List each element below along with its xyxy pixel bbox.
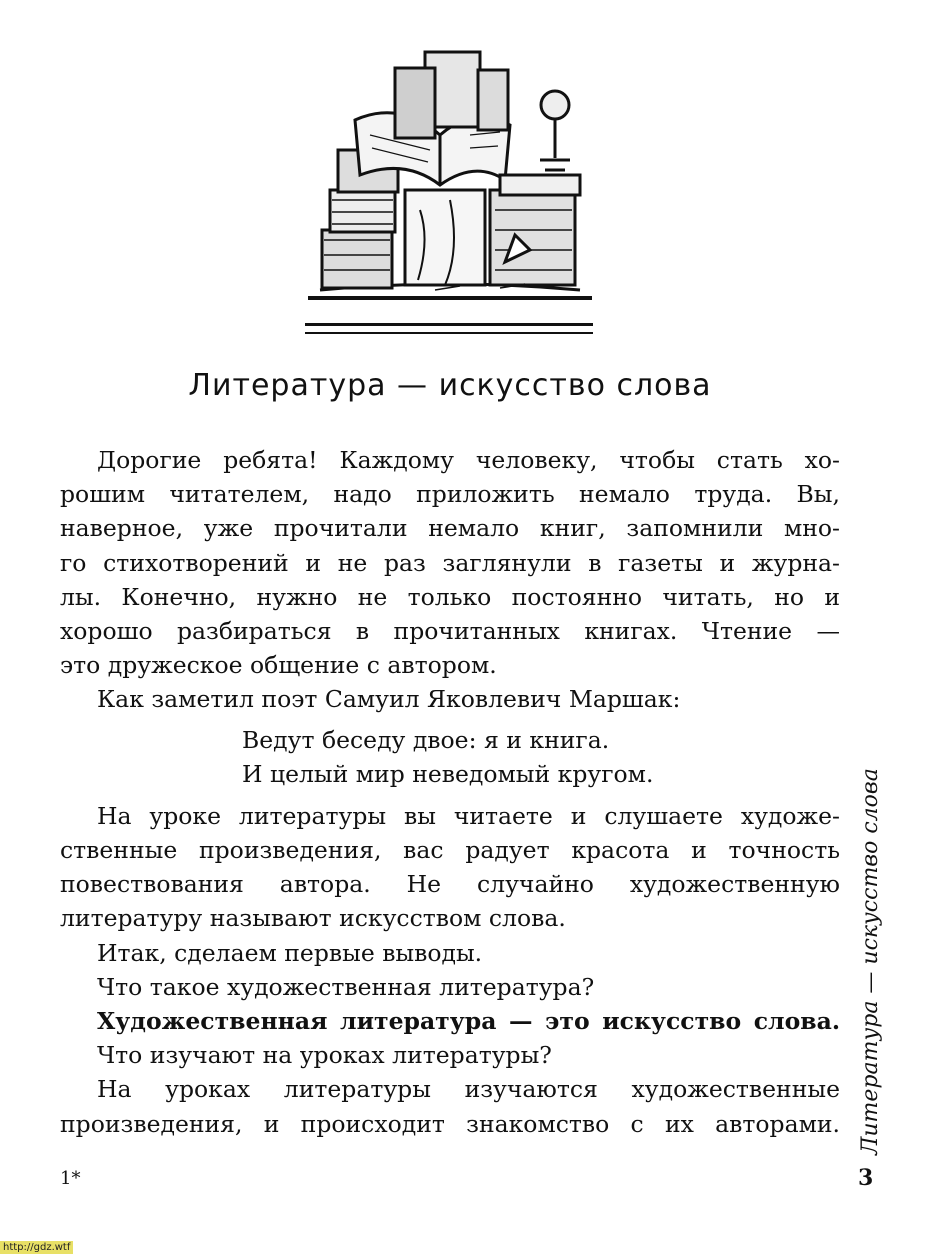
definition-line: Художественная литература — это искусство слова. [97, 1007, 840, 1035]
text-line: хорошо разбираться в прочитанных книгах. Чтение — [60, 616, 840, 645]
text-line: рошим читателем, надо приложить немало труда. Вы, [60, 480, 840, 509]
books-illustration [300, 40, 600, 305]
bottom-rule [305, 332, 593, 334]
text-line: го стихотворений и не раз заглянули в газеты и журна- [60, 548, 840, 577]
text-line: Итак, сделаем первые выводы. [97, 938, 483, 967]
text-line: На уроке литературы вы читаете и слушаете художе- [97, 801, 840, 830]
text-line: лы. Конечно, нужно не только постоянно читать, но и [60, 582, 840, 611]
text-line: Дорогие ребята! Каждому человеку, чтобы стать хо- [97, 446, 840, 474]
text-line: наверное, уже прочитали немало книг, запомнили мно- [60, 514, 840, 543]
poem-line: И целый мир неведомый кругом. [242, 759, 654, 788]
page-number: 3 [858, 1165, 874, 1191]
text-line: Что такое художественная литература? [97, 972, 595, 1001]
body-text [60, 443, 840, 1141]
source-link[interactable]: http://gdz.wtf [0, 1241, 73, 1254]
text-line: Что изучают на уроках литературы? [97, 1041, 552, 1070]
running-header: Литература — искусство слова [858, 768, 883, 1155]
top-rule [305, 323, 593, 326]
text-line: это дружеское общение с автором. [60, 651, 497, 680]
poem-quote [60, 723, 840, 791]
text-line: литературу называют искусством слова. [60, 904, 566, 933]
text-line: Как заметил поэт Самуил Яковлевич Маршак: [97, 685, 681, 714]
chapter-title: Литература — искусство слова [188, 368, 712, 403]
poem-line: Ведут беседу двое: я и книга. [242, 725, 610, 754]
text-line: ственные произведения, вас радует красота и точность [60, 836, 840, 865]
text-line: На уроках литературы изучаются художественные [97, 1075, 840, 1104]
text-line: произведения, и происходит знакомство с их авторами. [60, 1109, 840, 1138]
signature-mark: 1* [60, 1168, 81, 1189]
text-line: повествования автора. Не случайно художественную [60, 870, 840, 899]
